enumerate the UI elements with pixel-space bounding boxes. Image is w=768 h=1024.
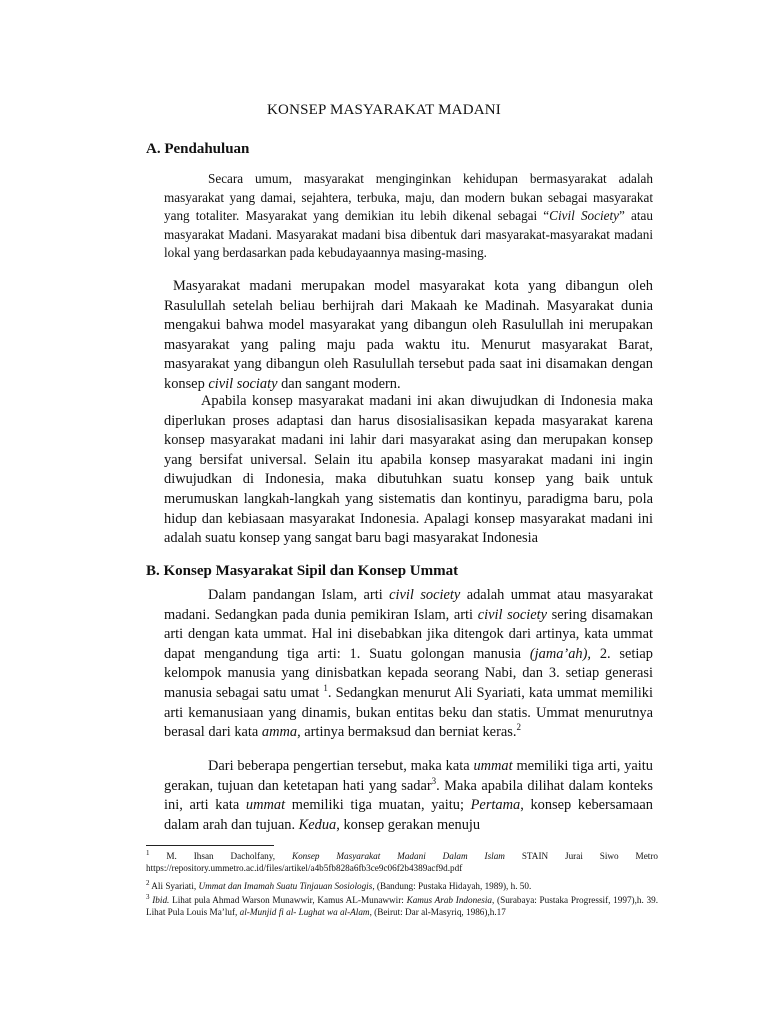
text-run: , (Surabaya: Pustaka Progressif, 1997),h. 39. Lihat Pula Louis Ma’luf,: [146, 895, 658, 918]
text-run: memiliki tiga muatan, yaitu;: [285, 797, 471, 814]
text-run: dan sangant modern.: [277, 375, 401, 392]
italic-text: civil society: [389, 587, 461, 603]
section-heading-pendahuluan: A. Pendahuluan: [146, 141, 250, 157]
text-run: M. Ihsan Dacholfany,: [149, 851, 292, 861]
text-run: adalah ummat atau masyarakat madani. Sedangkan pada dunia pemikiran Islam, arti: [164, 587, 654, 623]
italic-text: ummat: [245, 797, 286, 814]
text-run: Ali Syariati,: [149, 881, 199, 891]
footnote-divider: [146, 845, 274, 846]
italic-text: Kamus Arab Indonesia: [406, 895, 492, 905]
text-run: , (Bandung: Pustaka Hidayah, 1989), h. 50.: [372, 881, 532, 891]
footnote-ref: 2: [146, 878, 150, 887]
text-run: Masyarakat madani merupakan model masyarakat kota yang dibangun oleh Rasulullah setelah beliau berhijrah dari Makaah ke Madinah. Masyarakat dunia mengakui bahwa model masyarakat yang dibangun oleh Rasulullah ini merupakan masyarakat yang paling maju pada waktu itu. Menurut masyarakat Barat, masyarakat yang dibangun oleh Rasulullah tersebut pada saat ini disamakan dengan konsep: [164, 278, 653, 392]
text-run: STAIN Jurai Siwo Metro https://repository.ummetro.ac.id/files/artikel/a4b5fb828a6fb3ce9c06f2b4389acf9d.pdf: [146, 851, 658, 874]
text-run: , (Beirut: Dar al-Masyriq, 1986),h.17: [369, 907, 506, 918]
text-run: ” atau masyarakat Madani. Masyarakat madani bisa dibentuk dari masyarakat-masyarakat madani lokal yang berdasarkan pada kebudayaannya masing-masing.: [164, 208, 653, 261]
italic-text: Konsep Masyarakat Madani Dalam Islam: [291, 851, 505, 861]
footnote: [146, 850, 658, 874]
footnote-ref: 2: [516, 722, 521, 733]
text-run: Apabila konsep masyarakat madani ini akan diwujudkan di Indonesia maka diperlukan proses adaptasi dan harus disosialisasikan kepada masyarakat karena konsep masyarakat madani ini lahir dari masyarakat asing dan merupakan konsep yang bersifat universal. Selain itu apabila konsep masyarakat madani ini ingin diwujudkan di Indonesia, maka dibutuhkan suatu konsep yang baik untuk merumuskan langkah-langkah yang sistematis dan kontinyu, paradigma baru, pola hidup dan kebiasaan masyarakat Indonesia. Apalagi konsep masyarakat madani ini adalah suatu konsep yang sangat baru bagi masyarakat Indonesia: [164, 393, 653, 547]
text-run: sering disamakan arti dengan kata ummat. Hal ini disebabkan jika ditengok dari artinya, kata ummat dapat mengandung tiga arti: 1. Suatu golongan manusia: [164, 606, 654, 662]
text-run: . Maka apabila dilihat dalam konteks ini, arti kata: [164, 777, 653, 814]
italic-text: Civil Society: [549, 208, 620, 224]
footnote: [146, 894, 658, 918]
page-title: KONSEP MASYARAKAT MADANI: [267, 102, 501, 118]
text-run: , artinya bermaksud dan berniat keras.: [297, 724, 517, 741]
italic-text: civil sociaty: [208, 375, 278, 392]
footnote-ref: 1: [323, 683, 328, 694]
italic-text: Kedua: [298, 816, 337, 833]
paragraph: [164, 586, 653, 743]
italic-text: al-Munjid fi al- Lughat wa al-Alam: [239, 907, 370, 918]
footnote-ref: 1: [146, 848, 150, 857]
footnote-ref: 3: [146, 892, 150, 901]
section-heading-konsep: B. Konsep Masyarakat Sipil dan Konsep Ummat: [146, 563, 459, 579]
italic-text: Pertama: [470, 797, 521, 814]
italic-text: Ibid.: [152, 895, 170, 905]
footnote-ref: 3: [431, 775, 437, 786]
text-run: 2. setiap kelompok manusia yang dinisbatkan kepada seorang Nabi, dan 3. setiap generasi manusia sebagai satu umat: [164, 645, 654, 701]
text-run: Dalam pandangan Islam, arti: [208, 587, 390, 603]
paragraph: [164, 392, 653, 549]
italic-text: Ummat dan Imamah Suatu Tinjauan Sosiologis: [198, 881, 373, 891]
text-run: Secara umum, masyarakat menginginkan kehidupan bermasyarakat adalah masyarakat yang damai, sejahtera, terbuka, maju, dan modern bukan sebagai masyarakat yang totaliter. Masyarakat yang demikian itu lebih dikenal sebagai “: [164, 171, 653, 224]
text-run: Dari beberapa pengertian tersebut, maka kata: [208, 758, 474, 774]
paragraph: [164, 170, 653, 263]
italic-text: ummat: [473, 758, 513, 774]
italic-text: amma: [261, 724, 298, 741]
text-run: , konsep gerakan menuju: [336, 816, 481, 833]
italic-text: civil society: [477, 606, 548, 623]
italic-text: (jama’ah),: [529, 645, 592, 662]
text-run: , konsep kebersamaan dalam arah dan tujuan.: [164, 797, 653, 833]
footnote: [146, 880, 658, 892]
paragraph: [164, 277, 653, 395]
paragraph: [164, 757, 653, 835]
text-run: . Sedangkan menurut Ali Syariati, kata ummat memiliki arti kemanusiaan yang dinamis, bukan entitas beku dan statis. Ummat menurutnya berasal dari kata: [164, 684, 653, 741]
text-run: Lihat pula Ahmad Warson Munawwir, Kamus AL-Munawwir:: [169, 895, 407, 905]
text-run: memiliki tiga arti, yaitu gerakan, tujuan dan ketetapan hati yang sadar: [164, 758, 653, 794]
